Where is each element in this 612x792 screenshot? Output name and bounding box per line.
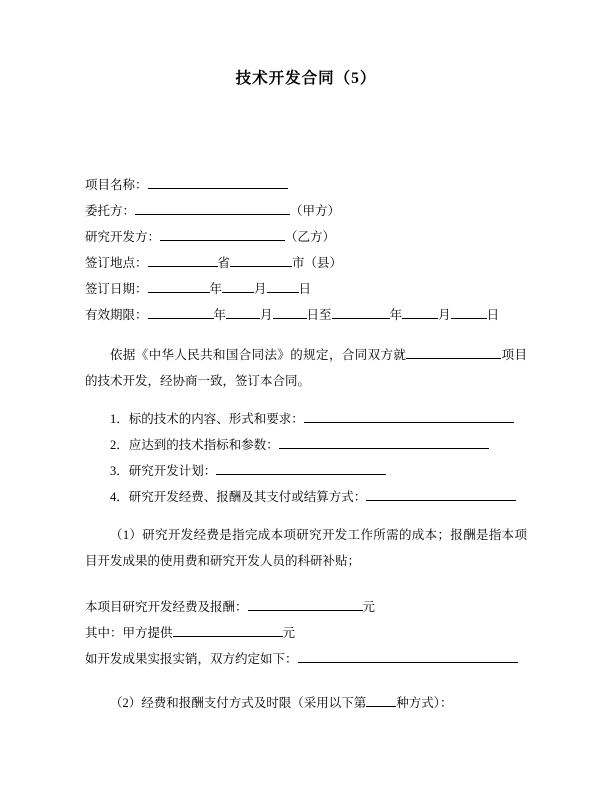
text-run: 月 xyxy=(438,308,451,322)
numbered-items xyxy=(85,406,527,510)
blank-underline[interactable] xyxy=(148,278,210,293)
text-run: 日 xyxy=(486,308,500,322)
blank-underline[interactable] xyxy=(148,252,218,267)
fee-lines xyxy=(85,594,527,672)
funding-definition-clause: （1）研究开发经费是指完成本项研究开发工作所需的成本；报酬是指本项目开发成果的使用费和研究开发人员的科研补贴； xyxy=(85,528,527,568)
text-run: 省 xyxy=(217,256,231,270)
form-line xyxy=(85,224,527,250)
text-run: 签订日期： xyxy=(85,282,148,296)
text-run: 项目名称： xyxy=(85,178,148,192)
text-run: 年 xyxy=(213,308,227,322)
text-run: （2）经费和报酬支付方式及时限（采用以下第 xyxy=(110,696,367,710)
form-line xyxy=(85,646,527,672)
text-run: 日 xyxy=(298,282,312,296)
form-line xyxy=(85,172,527,198)
blank-underline[interactable] xyxy=(135,200,290,215)
form-line xyxy=(85,250,527,276)
blank-underline[interactable] xyxy=(279,434,489,449)
text-run: 3．研究开发计划： xyxy=(110,464,217,478)
blank-underline[interactable] xyxy=(332,304,390,319)
text-run: 4．研究开发经费、报酬及其支付或结算方式： xyxy=(110,490,367,504)
form-line xyxy=(85,620,527,646)
blank-underline[interactable] xyxy=(222,278,254,293)
blank-underline[interactable] xyxy=(366,692,396,707)
blank-underline[interactable] xyxy=(173,622,283,637)
blank-underline[interactable] xyxy=(248,596,363,611)
form-line xyxy=(85,594,527,620)
blank-underline[interactable] xyxy=(402,304,438,319)
text-run: 月 xyxy=(260,308,273,322)
text-run: 种方式）： xyxy=(396,696,453,710)
text-run: 年 xyxy=(389,308,403,322)
text-run: 元 xyxy=(282,626,296,640)
text-run: 依据《中华人民共和国合同法》的规定，合同双方就 xyxy=(110,348,407,362)
header-fields xyxy=(85,172,527,328)
blank-underline[interactable] xyxy=(267,278,299,293)
payment-method-clause xyxy=(85,690,527,716)
text-run: 其中：甲方提供 xyxy=(85,626,173,640)
blank-underline[interactable] xyxy=(160,226,285,241)
form-line xyxy=(85,458,527,484)
text-run: 市（县） xyxy=(292,256,343,270)
text-run: 研究开发方： xyxy=(85,230,161,244)
blank-underline[interactable] xyxy=(148,174,288,189)
blank-underline[interactable] xyxy=(298,648,518,663)
text-run: 项目的技术开发，经协商一致，签订本合同。 xyxy=(85,348,527,388)
form-line xyxy=(85,406,527,432)
form-line xyxy=(85,302,527,328)
blank-underline[interactable] xyxy=(366,486,516,501)
form-line xyxy=(85,484,527,510)
blank-underline[interactable] xyxy=(230,252,292,267)
text-run: 月 xyxy=(254,282,267,296)
intro-paragraph xyxy=(85,342,527,394)
form-line xyxy=(85,198,527,224)
text-run: 日至 xyxy=(306,308,332,322)
text-run: 委托方： xyxy=(85,204,136,218)
form-line xyxy=(85,432,527,458)
text-run: （甲方） xyxy=(290,204,341,218)
blank-underline[interactable] xyxy=(273,304,307,319)
text-run: 年 xyxy=(209,282,223,296)
blank-underline[interactable] xyxy=(406,344,501,359)
form-line xyxy=(85,276,527,302)
blank-underline[interactable] xyxy=(226,304,260,319)
text-run: 本项目研究开发经费及报酬： xyxy=(85,600,248,614)
document-title: 技术开发合同（5） xyxy=(235,70,377,87)
text-run: 如开发成果实报实销，双方约定如下： xyxy=(85,652,298,666)
blank-underline[interactable] xyxy=(451,304,487,319)
text-run: 1．标的技术的内容、形式和要求： xyxy=(110,412,304,426)
text-run: 2．应达到的技术指标和参数： xyxy=(110,438,279,452)
text-run: 签订地点： xyxy=(85,256,148,270)
blank-underline[interactable] xyxy=(216,460,386,475)
text-run: （乙方） xyxy=(285,230,336,244)
blank-underline[interactable] xyxy=(148,304,214,319)
text-run: 有效期限： xyxy=(85,308,148,322)
text-run: 元 xyxy=(362,600,376,614)
blank-underline[interactable] xyxy=(304,408,514,423)
